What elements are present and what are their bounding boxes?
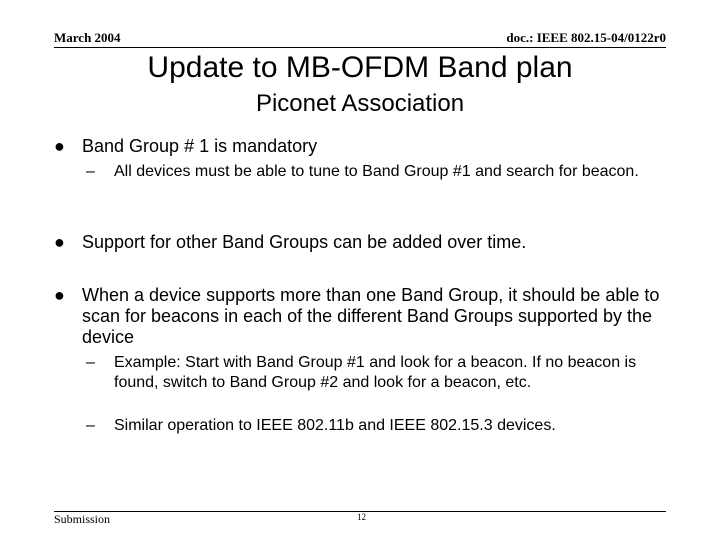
bullet-1-text: Band Group # 1 is mandatory: [82, 136, 318, 156]
bullet-1-sub-1-marker: –: [86, 163, 95, 180]
bullet-2: [54, 232, 664, 253]
bullet-3-sub-1-marker: –: [86, 354, 95, 371]
bullet-3-text: When a device supports more than one Band Group, it should be able to scan for beacons in each of the different Band Groups supported by the device: [82, 285, 660, 347]
bullet-3-sub-2-text: Similar operation to IEEE 802.11b and IEEE 802.15.3 devices.: [114, 417, 556, 434]
bullet-1-sub-1-text: All devices must be able to tune to Band Group #1 and search for beacon.: [114, 163, 639, 180]
bullet-3-sub-2: [86, 416, 646, 436]
page-number: 12: [357, 512, 366, 522]
bullet-1-marker: ●: [54, 136, 65, 156]
bullet-3-sub-1-text: Example: Start with Band Group #1 and look for a beacon. If no beacon is found, switch to Band Group #2 and look for a beacon, etc.: [114, 354, 637, 391]
bullet-3-marker: ●: [54, 285, 65, 305]
bullet-3-sub-1: [86, 353, 646, 393]
slide-subtitle: Piconet Association: [255, 90, 465, 117]
header-date: March 2004: [54, 30, 121, 45]
bullet-2-marker: ●: [54, 232, 65, 252]
header-divider: [54, 47, 666, 48]
slide-title: Update to MB-OFDM Band plan: [147, 51, 573, 84]
bullet-3-sub-2-marker: –: [86, 417, 95, 434]
bullet-1-sub-1: [86, 162, 646, 182]
header-doc-id: doc.: IEEE 802.15-04/0122r0: [506, 30, 666, 45]
bullet-3: [54, 285, 664, 348]
bullet-1: [54, 136, 664, 157]
footer-submission: Submission: [54, 512, 111, 526]
bullet-2-text: Support for other Band Groups can be added over time.: [82, 232, 527, 252]
